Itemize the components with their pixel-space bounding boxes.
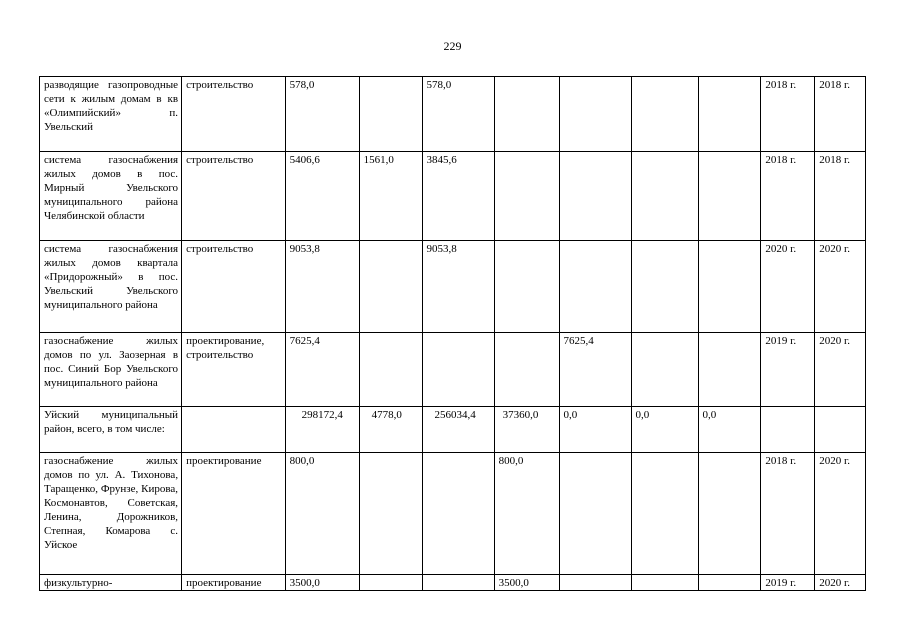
total-cost: 298172,4 bbox=[285, 407, 359, 453]
federal-budget bbox=[359, 77, 422, 152]
start-year bbox=[761, 407, 815, 453]
start-year: 2018 г. bbox=[761, 453, 815, 575]
work-type bbox=[182, 407, 286, 453]
funding-col-7 bbox=[698, 453, 761, 575]
object-description: система газоснабжения жилых домов в пос. Мирный Увельского муниципального района Челябинской области bbox=[40, 152, 182, 241]
regional-budget bbox=[422, 333, 494, 407]
total-cost: 7625,4 bbox=[285, 333, 359, 407]
work-type: строительство bbox=[182, 241, 286, 333]
table-row bbox=[40, 453, 866, 575]
table-row bbox=[40, 241, 866, 333]
funding-col-7 bbox=[698, 77, 761, 152]
federal-budget bbox=[359, 575, 422, 591]
table-row-subtotal bbox=[40, 407, 866, 453]
page-number: 229 bbox=[443, 39, 462, 53]
funding-col-6 bbox=[631, 453, 698, 575]
end-year: 2020 г. bbox=[815, 241, 866, 333]
end-year: 2018 г. bbox=[815, 77, 866, 152]
funding-col-6 bbox=[631, 241, 698, 333]
funding-col-6: 0,0 bbox=[631, 407, 698, 453]
start-year: 2019 г. bbox=[761, 575, 815, 591]
local-budget bbox=[494, 333, 559, 407]
regional-budget: 578,0 bbox=[422, 77, 494, 152]
object-description: разводящие газопроводные сети к жилым домам в кв «Олимпийский» п. Увельский bbox=[40, 77, 182, 152]
work-type: проектирование, строительство bbox=[182, 333, 286, 407]
start-year: 2019 г. bbox=[761, 333, 815, 407]
table-row bbox=[40, 77, 866, 152]
funding-col-6 bbox=[631, 77, 698, 152]
funding-col-5 bbox=[559, 453, 631, 575]
local-budget: 3500,0 bbox=[494, 575, 559, 591]
regional-budget bbox=[422, 575, 494, 591]
work-type: проектирование bbox=[182, 453, 286, 575]
local-budget bbox=[494, 152, 559, 241]
object-description: газоснабжение жилых домов по ул. А. Тихонова, Таращенко, Фрунзе, Кирова, Космонавтов, Советская, Ленина, Дорожников, Степная, Комарова с. Уйское bbox=[40, 453, 182, 575]
total-cost: 800,0 bbox=[285, 453, 359, 575]
start-year: 2018 г. bbox=[761, 77, 815, 152]
funding-col-6 bbox=[631, 575, 698, 591]
funding-col-5 bbox=[559, 241, 631, 333]
object-description: система газоснабжения жилых домов квартала «Придорожный» в пос. Увельский Увельского муниципального района bbox=[40, 241, 182, 333]
end-year bbox=[815, 407, 866, 453]
funding-col-5 bbox=[559, 152, 631, 241]
table-row bbox=[40, 152, 866, 241]
total-cost: 5406,6 bbox=[285, 152, 359, 241]
funding-col-5 bbox=[559, 77, 631, 152]
federal-budget: 4778,0 bbox=[359, 407, 422, 453]
work-type: проектирование bbox=[182, 575, 286, 591]
work-type: строительство bbox=[182, 77, 286, 152]
regional-budget: 3845,6 bbox=[422, 152, 494, 241]
start-year: 2020 г. bbox=[761, 241, 815, 333]
object-description: Уйский муниципальный район, всего, в том числе: bbox=[40, 407, 182, 453]
start-year: 2018 г. bbox=[761, 152, 815, 241]
federal-budget: 1561,0 bbox=[359, 152, 422, 241]
federal-budget bbox=[359, 241, 422, 333]
funding-col-7 bbox=[698, 152, 761, 241]
local-budget: 37360,0 bbox=[494, 407, 559, 453]
funding-col-5: 7625,4 bbox=[559, 333, 631, 407]
federal-budget bbox=[359, 453, 422, 575]
funding-col-7 bbox=[698, 575, 761, 591]
table-row bbox=[40, 575, 866, 591]
end-year: 2020 г. bbox=[815, 333, 866, 407]
local-budget: 800,0 bbox=[494, 453, 559, 575]
local-budget bbox=[494, 241, 559, 333]
federal-budget bbox=[359, 333, 422, 407]
object-description: физкультурно- bbox=[40, 575, 182, 591]
funding-col-7: 0,0 bbox=[698, 407, 761, 453]
end-year: 2020 г. bbox=[815, 453, 866, 575]
funding-col-6 bbox=[631, 333, 698, 407]
end-year: 2020 г. bbox=[815, 575, 866, 591]
total-cost: 9053,8 bbox=[285, 241, 359, 333]
total-cost: 578,0 bbox=[285, 77, 359, 152]
regional-budget bbox=[422, 453, 494, 575]
funding-col-7 bbox=[698, 333, 761, 407]
table-row bbox=[40, 333, 866, 407]
regional-budget: 256034,4 bbox=[422, 407, 494, 453]
local-budget bbox=[494, 77, 559, 152]
funding-col-7 bbox=[698, 241, 761, 333]
end-year: 2018 г. bbox=[815, 152, 866, 241]
funding-col-6 bbox=[631, 152, 698, 241]
funding-col-5: 0,0 bbox=[559, 407, 631, 453]
object-description: газоснабжение жилых домов по ул. Заозерная в пос. Синий Бор Увельского муниципального района bbox=[40, 333, 182, 407]
total-cost: 3500,0 bbox=[285, 575, 359, 591]
funding-col-5 bbox=[559, 575, 631, 591]
program-table bbox=[39, 76, 866, 591]
work-type: строительство bbox=[182, 152, 286, 241]
regional-budget: 9053,8 bbox=[422, 241, 494, 333]
